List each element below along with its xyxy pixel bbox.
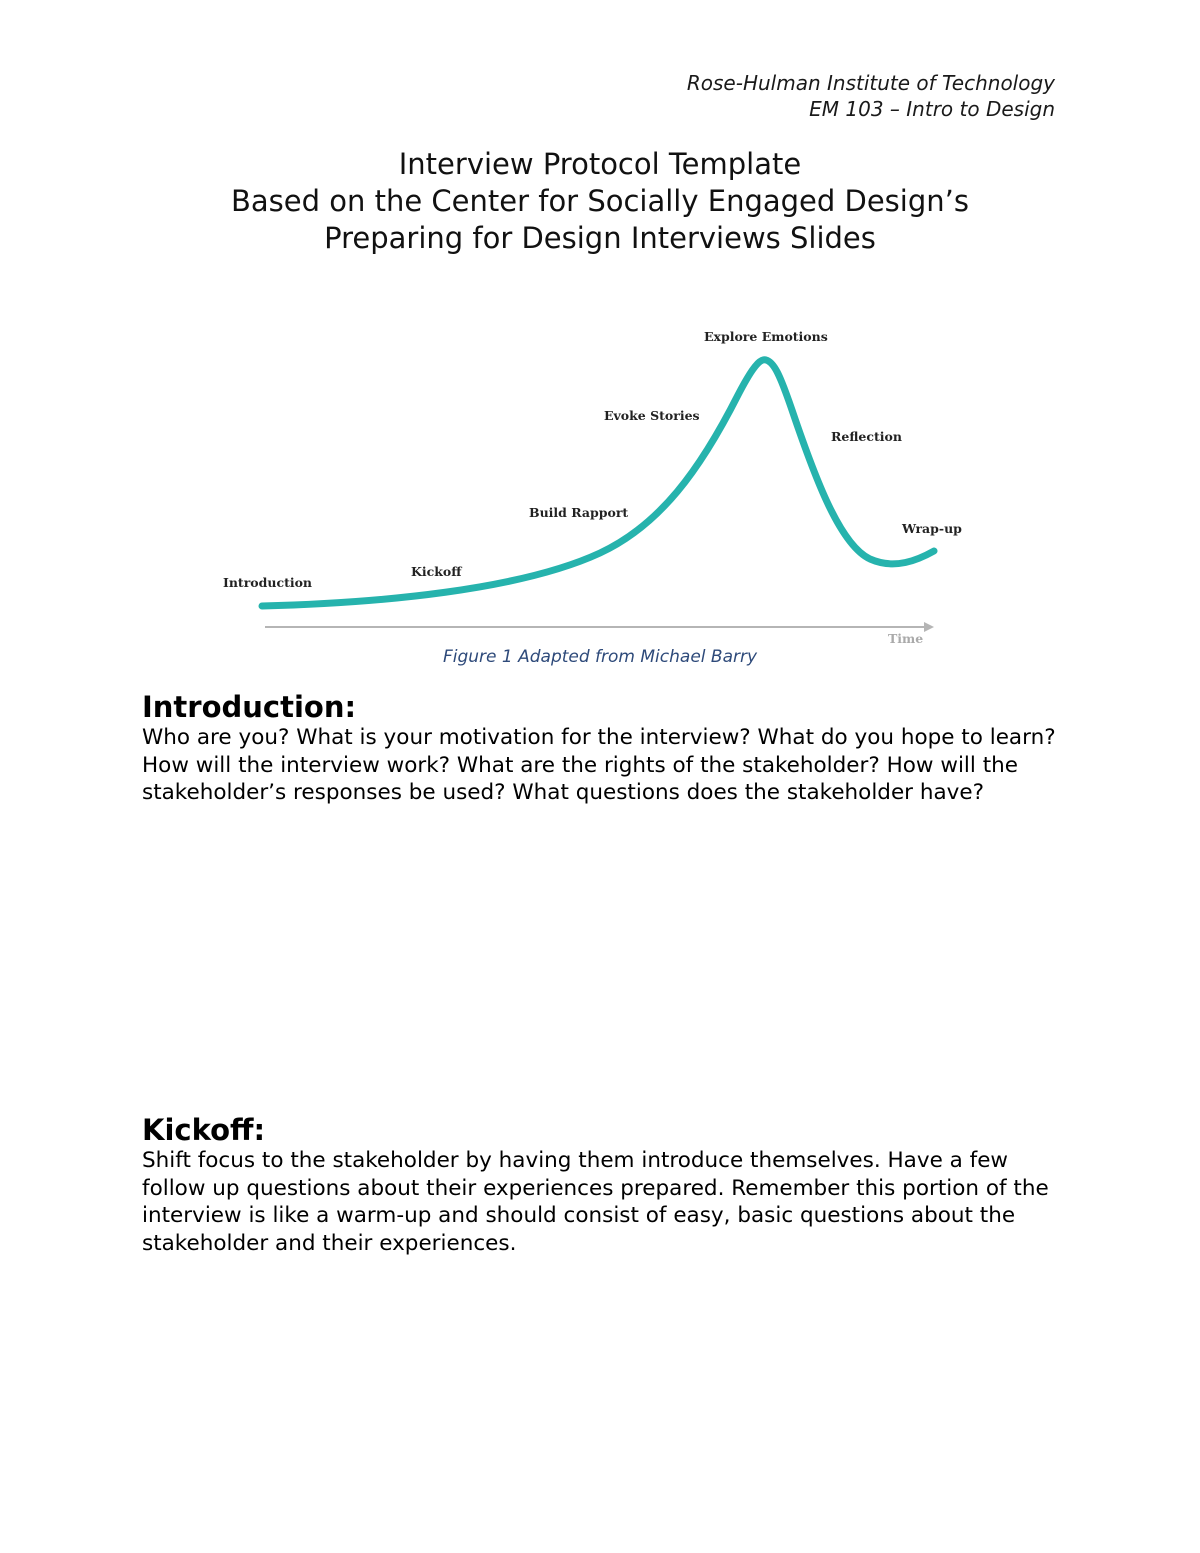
title-line-1: Interview Protocol Template [398,147,802,181]
kickoff-body: Shift focus to the stakeholder by having them introduce themselves. Have a few follow up questions about their experiences prepared. Remember this portion of the interview is like a warm-up and should consist of easy, basic questions about the stakeholder and their experiences. [142,1148,1049,1256]
stage-label-reflection: Reflection [831,429,902,444]
introduction-heading: Introduction: [142,690,357,724]
introduction-section [142,690,1062,807]
stage-label-build-rapport: Build Rapport [529,505,629,520]
kickoff-section [142,1113,1062,1257]
stage-label-evoke-stories: Evoke Stories [604,408,700,423]
interview-arc-figure [0,300,1200,660]
introduction-body: Who are you? What is your motivation for the interview? What do you hope to learn? How will the interview work? What are the rights of the stakeholder? How will the stakeholder’s responses be used? What questions does the stakeholder have? [142,725,1056,805]
course-name: EM 103 – Intro to Design [809,97,1055,121]
time-axis-arrowhead [924,622,934,632]
stage-label-kickoff: Kickoff [411,564,462,579]
title-line-3: Preparing for Design Interviews Slides [324,221,876,255]
stage-label-wrap-up: Wrap-up [902,521,962,536]
institution-name: Rose-Hulman Institute of Technology [686,71,1055,95]
kickoff-heading: Kickoff: [142,1113,266,1147]
stage-label-introduction: Introduction [223,575,313,590]
document-title [0,146,1200,257]
figure-caption: Figure 1 Adapted from Michael Barry [442,647,758,667]
stage-label-explore-emotions: Explore Emotions [704,329,828,344]
running-header [687,70,1055,122]
interview-arc-curve [262,360,934,606]
title-line-2: Based on the Center for Socially Engaged Design’s [231,184,969,218]
time-axis-label: Time [888,631,924,646]
